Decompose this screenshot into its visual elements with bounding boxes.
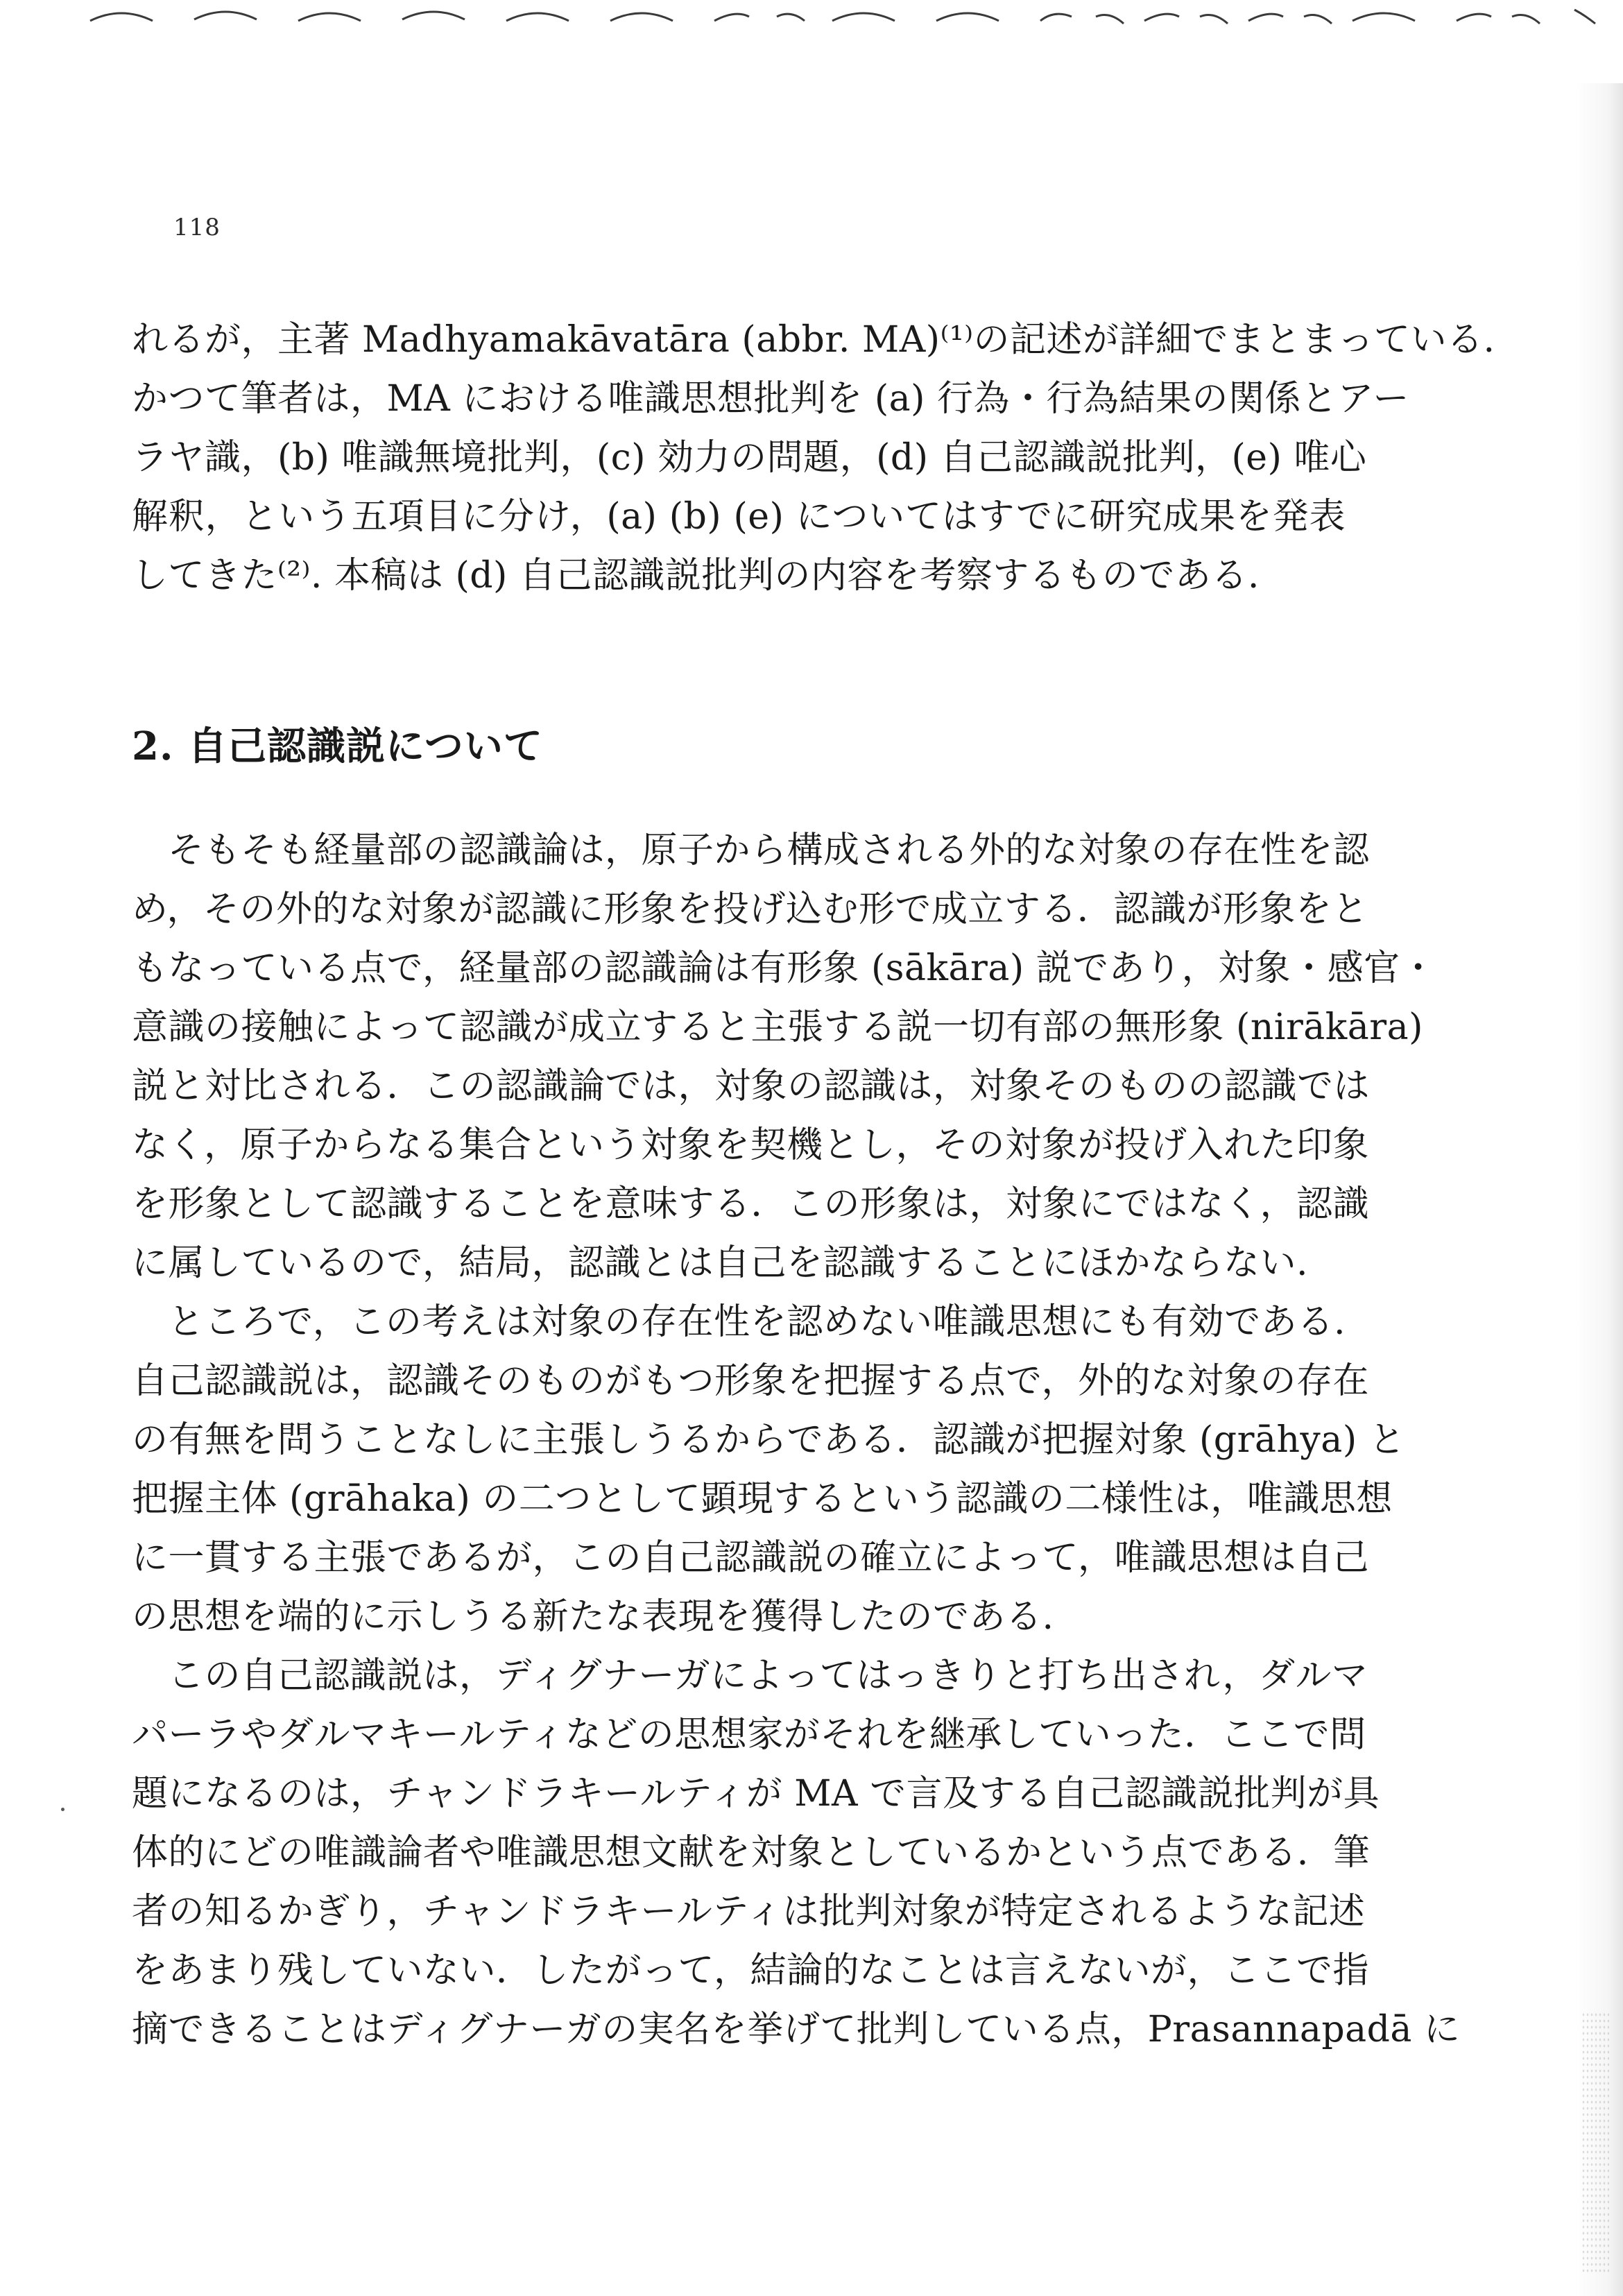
text-line: の思想を端的に示しうる新たな表現を獲得したのである.	[132, 1596, 1054, 1638]
text-line: 体的にどの唯識論者や唯識思想文献を対象としているかという点である．筆	[132, 1832, 1371, 1874]
text-line: 自己認識説は，認識そのものがもつ形象を把握する点で，外的な対象の存在	[132, 1360, 1369, 1402]
section-heading: 2. 自己認識説について	[132, 723, 543, 769]
text-line: ところで，この考えは対象の存在性を認めない唯識思想にも有効である.	[168, 1301, 1346, 1343]
text-line: 摘できることはディグナーガの実名を挙げて批判している点，Prasannapadā に	[132, 2009, 1461, 2050]
scan-edge-shadow	[1574, 83, 1623, 2296]
text-line: め，その外的な対象が認識に形象を投げ込む形で成立する．認識が形象をと	[132, 889, 1368, 930]
text-line: 意識の接触によって認識が成立すると主張する説一切有部の無形象 (nirākāra)	[132, 1006, 1423, 1048]
text-line: 把握主体 (grāhaka) の二つとして顕現するという認識の二様性は，唯識思想	[132, 1478, 1393, 1520]
text-line: の有無を問うことなしに主張しうるからである．認識が把握対象 (grāhya) と	[132, 1419, 1406, 1461]
scan-speck	[61, 1808, 65, 1811]
text-line: 解釈，という五項目に分け，(a) (b) (e) についてはすでに研究成果を発表	[132, 496, 1346, 538]
intro-paragraph	[132, 311, 1495, 606]
text-line: 題になるのは，チャンドラキールティが MA で言及する自己認識説批判が具	[132, 1773, 1380, 1815]
body-paragraph-1	[132, 821, 1437, 1293]
text-line: かつて筆者は，MA における唯識思想批判を (a) 行為・行為結果の関係とアー	[132, 378, 1409, 420]
text-line: をあまり残していない．したがって，結論的なことは言えないが，ここで指	[132, 1950, 1369, 1991]
text-line: に一貫する主張であるが，この自己認識説の確立によって，唯識思想は自己	[132, 1537, 1369, 1579]
text-line: に属しているので，結局，認識とは自己を認識することにほかならない.	[132, 1242, 1308, 1284]
body-paragraph-3	[132, 1647, 1461, 2059]
text-line: を形象として認識することを意味する．この形象は，対象にではなく，認識	[132, 1183, 1369, 1225]
binder-hole-marks	[0, 0, 1623, 62]
text-line: 者の知るかぎり，チャンドラキールティは批判対象が特定されるような記述	[132, 1891, 1366, 1933]
text-line: パーラやダルマキールティなどの思想家がそれを継承していった．ここで問	[132, 1714, 1366, 1756]
text-line: ラヤ識，(b) 唯識無境批判，(c) 効力の問題，(d) 自己認識説批判，(e) 唯心	[132, 437, 1367, 479]
text-line: れるが，主著 Madhyamakāvatāra (abbr. MA)⁽¹⁾の記述が詳細でまとまっている.	[132, 319, 1495, 361]
text-line: そもそも経量部の認識論は，原子から構成される外的な対象の存在性を認	[168, 830, 1370, 871]
text-line: この自己認識説は，ディグナーガによってはっきりと打ち出され，ダルマ	[168, 1655, 1368, 1697]
text-line: 説と対比される．この認識論では，対象の認識は，対象そのものの認識では	[132, 1065, 1371, 1107]
text-line: してきた⁽²⁾. 本稿は (d) 自己認識説批判の内容を考察するものである.	[132, 555, 1260, 597]
page-number: 118	[173, 214, 221, 241]
scan-noise	[1581, 2012, 1609, 2275]
text-line: もなっている点で，経量部の認識論は有形象 (sākāra) 説であり，対象・感官・	[132, 948, 1437, 989]
body-paragraph-2	[132, 1293, 1406, 1647]
text-line: なく，原子からなる集合という対象を契機とし，その対象が投げ入れた印象	[132, 1124, 1369, 1166]
